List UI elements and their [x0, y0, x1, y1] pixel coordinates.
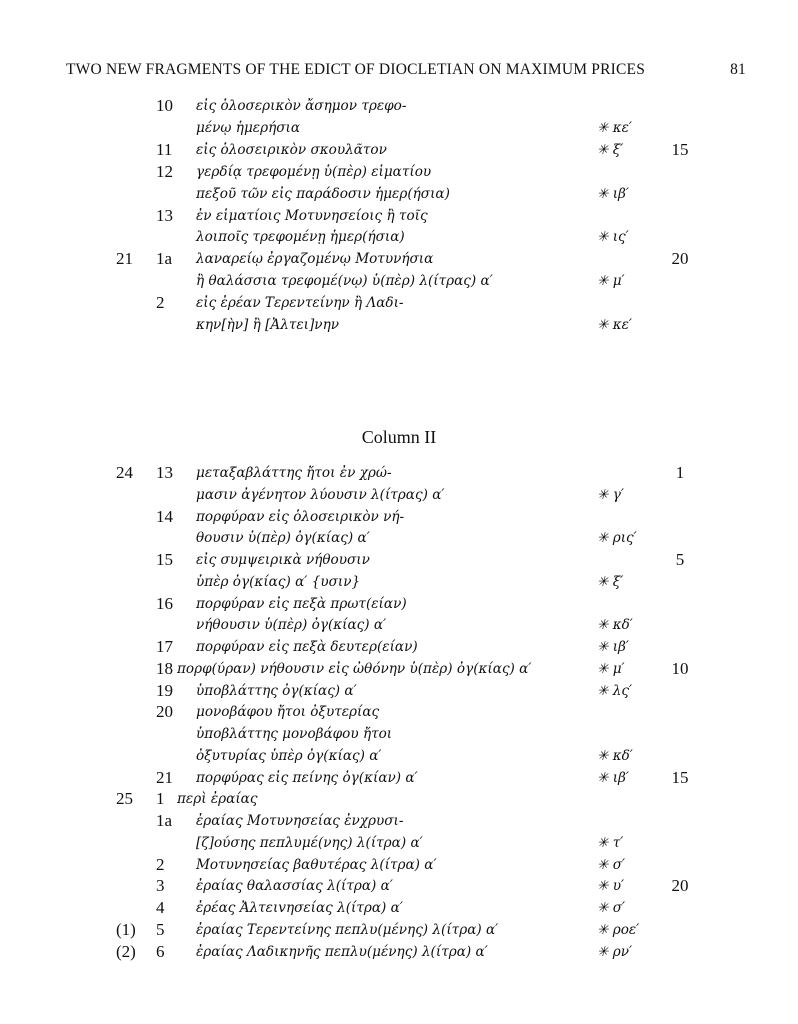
item-number: 19 — [156, 680, 173, 700]
item-number: 16 — [156, 593, 173, 613]
edict-line — [0, 162, 798, 184]
margin-line-number: 10 — [671, 658, 689, 678]
greek-text: λαναρείῳ ἐργαζομένῳ Μοτυνήσια — [196, 251, 434, 268]
edict-line — [0, 485, 798, 507]
item-number: 5 — [156, 919, 165, 939]
margin-line-number: 15 — [671, 139, 689, 159]
fragment-line-number: (1) — [116, 919, 136, 939]
fragment-line-number: 25 — [116, 789, 133, 809]
edict-line — [0, 572, 798, 594]
greek-text: ὀξυτυρίας ὑπὲρ ὀγ(κίας) α′ — [196, 747, 382, 764]
edict-line — [0, 315, 798, 337]
edict-line — [0, 702, 798, 724]
fragment-line-number: (2) — [116, 941, 136, 961]
item-number: 21 — [156, 767, 173, 787]
greek-text: εἰς συμψειρικὰ νήθουσιν — [196, 552, 370, 568]
greek-text: πορφύραν εἰς πεξὰ δευτερ(είαν) — [196, 639, 418, 655]
item-number: 12 — [156, 161, 173, 181]
edict-line — [0, 942, 798, 964]
edict-line — [0, 615, 798, 637]
item-number: 14 — [156, 506, 173, 526]
price-value: ✳ κδ′ — [597, 617, 633, 634]
edict-line — [0, 140, 798, 162]
item-number: 11 — [156, 139, 173, 159]
item-number: 15 — [156, 550, 173, 569]
greek-text: πορφύρας εἰς πείνης ὀγ(κίαν) α′ — [196, 769, 418, 786]
price-value: ✳ ροε′ — [597, 921, 640, 938]
greek-text: θουσιν ὑ(πὲρ) ὀγ(κίας) α′ — [196, 530, 370, 547]
greek-text: μασιν ἀγένητον λύουσιν λ(ίτρας) α′ — [196, 486, 445, 503]
greek-text: μονοβάφου ἤτοι ὀξυτερίας — [196, 704, 380, 721]
greek-text: ἐραίας θαλασσίας λ(ίτρα) α′ — [196, 878, 393, 895]
greek-text: νήθουσιν ὑ(πὲρ) ὀγ(κίας) α′ — [196, 617, 387, 634]
edict-line — [0, 118, 798, 140]
item-number: 17 — [156, 637, 173, 656]
greek-text: ἐν εἱματίοις Μοτυνησείοις ἢ τοῖς — [196, 207, 428, 224]
edict-line — [0, 855, 798, 877]
greek-text: ἐραίας Λαδικηνῆς πεπλυ(μένης) λ(ίτρα) α′ — [196, 943, 488, 960]
greek-text: ὑποβλάττης μονοβάφου ἤτοι — [196, 726, 393, 742]
edict-line — [0, 768, 798, 790]
fragment-line-number: 21 — [116, 249, 133, 269]
item-number: 1a — [156, 249, 173, 269]
item-number: 18 — [156, 658, 173, 678]
price-value: ✳ υ′ — [597, 878, 625, 895]
item-number: 20 — [156, 702, 173, 722]
edict-line — [0, 507, 798, 529]
margin-line-number: 20 — [671, 876, 689, 896]
greek-text: ὑπὲρ ὀγ(κίας) α′ {υσιν} — [196, 573, 361, 590]
edict-line — [0, 271, 798, 293]
greek-text: πορφ(ύραν) νήθουσιν εἰς ὠθόνην ὑ(πὲρ) ὀγ(κίας) α′ — [177, 660, 532, 677]
item-number: 13 — [156, 463, 173, 482]
item-number: 1 — [156, 789, 165, 809]
greek-text: μεταξαβλάττης ἤτοι ἐν χρώ- — [196, 465, 392, 481]
edict-line — [0, 227, 798, 249]
fragment-line-number: 24 — [116, 463, 133, 482]
edict-line — [0, 833, 798, 855]
edict-line — [0, 637, 798, 659]
price-value: ✳ ρις′ — [597, 530, 637, 547]
column-title: Column II — [361, 427, 437, 447]
price-value: ✳ τ′ — [597, 834, 624, 851]
greek-text: περὶ ἐραίας — [177, 791, 258, 808]
edict-line — [0, 681, 798, 703]
edict-line — [0, 746, 798, 768]
greek-text: μένῳ ἡμερήσια — [196, 119, 300, 136]
edict-line — [0, 876, 798, 898]
page-number: 81 — [730, 61, 746, 78]
edict-line — [0, 528, 798, 550]
item-number: 2 — [156, 854, 165, 874]
edict-line — [0, 96, 798, 118]
edict-line — [0, 920, 798, 942]
edict-line — [0, 789, 798, 811]
greek-text: ὑποβλάττης ὀγ(κίας) α′ — [196, 682, 357, 699]
greek-text: εἰς ὁλοσερικὸν ἄσημον τρεφο- — [196, 98, 407, 114]
margin-line-number: 5 — [675, 550, 685, 569]
edict-line — [0, 594, 798, 616]
edict-line — [0, 550, 798, 572]
greek-text: πορφύραν εἰς πεξὰ πρωτ(είαν) — [196, 595, 407, 612]
greek-text: ἐραίας Τερεντείνης πεπλυ(μένης) λ(ίτρα) α′ — [196, 921, 499, 938]
price-value: ✳ μ′ — [597, 660, 625, 677]
price-value: ✳ ιβ′ — [597, 769, 629, 786]
margin-line-number: 20 — [671, 249, 689, 269]
edict-line — [0, 898, 798, 920]
price-value: ✳ σ′ — [597, 900, 626, 916]
edict-line — [0, 724, 798, 746]
item-number: 4 — [156, 898, 165, 917]
edict-line — [0, 811, 798, 833]
greek-text: λοιποῖς τρεφομένῃ ἡμερ(ήσια) — [196, 229, 405, 246]
greek-text: γερδίᾳ τρεφομένῃ ὑ(πὲρ) εἱματίου — [196, 163, 432, 180]
greek-text: πεξοῦ τῶν εἰς παράδοσιν ἡμερ(ήσια) — [196, 185, 450, 202]
price-value: ✳ ιβ′ — [597, 639, 629, 655]
price-value: ✳ γ′ — [597, 486, 624, 503]
price-value: ✳ ξ′ — [597, 573, 624, 590]
greek-text: εἰς ὁλοσειρικὸν σκουλᾶτον — [196, 141, 387, 158]
price-value: ✳ ξ′ — [597, 141, 624, 158]
greek-text: [ζ]ούσης πεπλυμέ(νης) λ(ίτρα) α′ — [196, 834, 423, 851]
price-value: ✳ λς′ — [597, 682, 633, 699]
price-value: ✳ κε′ — [597, 119, 633, 136]
greek-text: ἐραίας Μοτυνησείας ἐνχρυσι- — [196, 813, 404, 829]
price-value: ✳ ιβ′ — [597, 185, 629, 202]
item-number: 3 — [156, 876, 165, 896]
price-value: ✳ ρν′ — [597, 943, 633, 960]
price-value: ✳ κδ′ — [597, 747, 633, 764]
edict-line — [0, 184, 798, 206]
edict-line — [0, 659, 798, 681]
greek-text: κην[ὴν] ἢ [Ἀλτει]νην — [196, 317, 339, 333]
margin-line-number: 15 — [671, 767, 689, 787]
price-value: ✳ σ′ — [597, 856, 626, 873]
greek-text: εἰς ἐρέαν Τερεντείνην ἢ Λαδι- — [196, 295, 404, 312]
greek-text: πορφύραν εἰς ὁλοσειρικὸν νή- — [196, 508, 405, 525]
greek-text: Μοτυνησείας βαθυτέρας λ(ίτρα) α′ — [196, 856, 437, 873]
margin-line-number: 1 — [675, 463, 685, 482]
price-value: ✳ ις′ — [597, 229, 629, 246]
item-number: 1a — [156, 811, 173, 830]
edict-line — [0, 249, 798, 271]
greek-text: ἐρέας Ἀλτειvησείας λ(ίτρα) α′ — [196, 900, 403, 916]
running-header — [66, 57, 746, 81]
item-number: 13 — [156, 205, 173, 225]
greek-text: ἢ θαλάσσια τρεφομέ(νῳ) ὑ(πὲρ) λ(ίτρας) α′ — [196, 273, 493, 290]
price-value: ✳ μ′ — [597, 273, 625, 290]
edict-line — [0, 293, 798, 315]
edict-line — [0, 206, 798, 228]
running-title: TWO NEW FRAGMENTS OF THE EDICT OF DIOCLETIAN ON MAXIMUM PRICES — [66, 61, 646, 78]
edict-line — [0, 463, 798, 485]
item-number: 10 — [156, 96, 173, 115]
item-number: 2 — [156, 293, 165, 313]
item-number: 6 — [156, 941, 165, 961]
price-value: ✳ κε′ — [597, 317, 633, 333]
